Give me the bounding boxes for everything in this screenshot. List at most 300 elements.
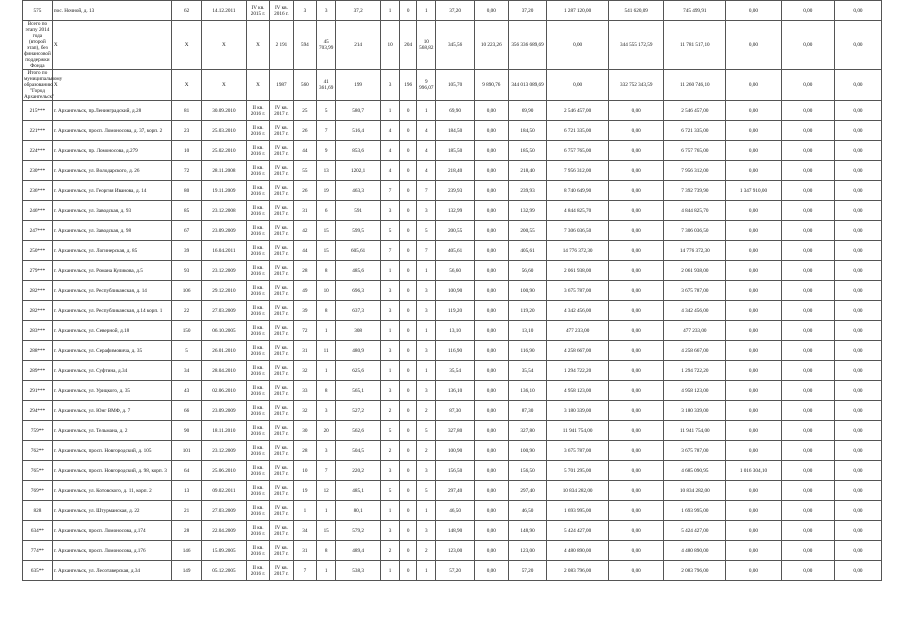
table-row (23, 261, 882, 281)
table-cell: 14 776 372,30 (664, 241, 726, 261)
table-cell: 289*** (23, 361, 53, 381)
table-cell: 6 757 765,00 (547, 141, 609, 161)
table-cell: 27.03.2009 (202, 301, 247, 321)
table-cell: 150 (172, 321, 202, 341)
table-cell: 485,1 (336, 481, 381, 501)
table-cell: 0,00 (781, 441, 834, 461)
table-cell: 0 (400, 161, 417, 181)
table-cell: 204 (400, 21, 417, 70)
table-cell: 25.02.2010 (202, 141, 247, 161)
table-cell: 765** (23, 461, 53, 481)
table-cell: 18.11.2010 (202, 421, 247, 441)
table-cell: 46,50 (508, 501, 546, 521)
table-cell: II кв. 2016 г. (246, 161, 269, 181)
table-row (23, 541, 882, 561)
table-cell: 26 (293, 181, 316, 201)
table-cell: 116,90 (436, 341, 474, 361)
table-cell: 132,99 (436, 201, 474, 221)
table-row (23, 181, 882, 201)
table-cell: 308 (336, 321, 381, 341)
table-cell: 485,6 (336, 261, 381, 281)
table-row (23, 321, 882, 341)
table-cell: 19 (293, 481, 316, 501)
table-cell: IV кв. 2017 г. (270, 341, 293, 361)
table-cell: II кв. 2016 г. (246, 181, 269, 201)
table-cell: 67 (172, 221, 202, 241)
table-row (23, 401, 882, 421)
table-cell: X (202, 70, 247, 101)
table-cell: II кв. 2016 г. (246, 541, 269, 561)
table-cell: 185,50 (436, 141, 474, 161)
table-cell: II кв. 2016 г. (246, 341, 269, 361)
table-cell: 33 (293, 381, 316, 401)
table-cell: IV кв. 2016 г. (270, 1, 293, 21)
table-cell: 0,00 (834, 121, 881, 141)
table-cell: 93 (172, 261, 202, 281)
table-cell: 3 (417, 521, 436, 541)
table-cell: 100,90 (436, 441, 474, 461)
table-cell: 2 (381, 541, 400, 561)
table-cell: 0,00 (474, 401, 508, 421)
table-cell: 0 (400, 221, 417, 241)
address-cell: X (52, 70, 171, 101)
table-cell: 22 (172, 301, 202, 321)
table-cell: 6 (317, 201, 336, 221)
table-cell: 55 (293, 161, 316, 181)
address-cell: г. Архангельск, ул. Лесотаверская, д.34 (52, 561, 171, 581)
table-cell: 2 083 796,00 (547, 561, 609, 581)
table-cell: 0,00 (781, 401, 834, 421)
table-cell: 221*** (23, 121, 53, 141)
table-cell: 0 (400, 381, 417, 401)
table-row (23, 21, 882, 70)
table-cell: 0,00 (781, 301, 834, 321)
table-cell: 220,2 (336, 461, 381, 481)
table-cell: 0 (400, 121, 417, 141)
table-cell: 5 (381, 221, 400, 241)
table-row (23, 141, 882, 161)
table-cell: 28 (293, 261, 316, 281)
table-cell: 1 (317, 561, 336, 581)
table-cell: 591 (336, 201, 381, 221)
table-cell: IV кв. 2017 г. (270, 301, 293, 321)
table-cell: 87,30 (508, 401, 546, 421)
table-cell: 0,00 (726, 101, 781, 121)
table-cell: 0,00 (834, 401, 881, 421)
table-cell: 294*** (23, 401, 53, 421)
table-cell: 4 342 456,00 (547, 301, 609, 321)
table-cell: 44 (293, 141, 316, 161)
table-cell: 7 392 739,90 (664, 181, 726, 201)
table-cell: 37,20 (508, 1, 546, 21)
address-cell: г. Архангельск, просп. Ломоносова, д.174 (52, 521, 171, 541)
table-cell: IV кв. 2017 г. (270, 501, 293, 521)
table-cell: 1 (417, 321, 436, 341)
table-cell: 541 620,09 (609, 1, 664, 21)
table-cell: 0,00 (726, 161, 781, 181)
table-cell: 13,10 (436, 321, 474, 341)
table-cell: 0,00 (834, 441, 881, 461)
table-cell: 56,60 (508, 261, 546, 281)
table-cell: 7 (317, 121, 336, 141)
table-cell: 119,20 (436, 301, 474, 321)
table-cell: 39 (172, 241, 202, 261)
table-cell: 0,00 (609, 201, 664, 221)
table-cell: 25.06.2010 (202, 461, 247, 481)
table-cell: 0,00 (609, 421, 664, 441)
table-cell: 2 546 457,00 (547, 101, 609, 121)
table-cell: 5 (417, 421, 436, 441)
table-cell: 3 (381, 201, 400, 221)
table-cell: IV кв. 2017 г. (270, 521, 293, 541)
table-cell: 0,00 (609, 521, 664, 541)
table-cell: 4 342 456,00 (664, 301, 726, 321)
table-cell: 3 (417, 301, 436, 321)
table-cell: 283*** (23, 321, 53, 341)
table-row (23, 361, 882, 381)
table-cell: 5 (381, 481, 400, 501)
table-cell: 0,00 (609, 101, 664, 121)
table-cell: 37,2 (336, 1, 381, 21)
table-cell: II кв. 2016 г. (246, 261, 269, 281)
table-cell: 2 (381, 401, 400, 421)
table-cell: 0,00 (726, 561, 781, 581)
table-cell: II кв. 2016 г. (246, 401, 269, 421)
table-cell: II кв. 2016 г. (246, 421, 269, 441)
address-cell: г. Архангельск, ул. Логинерская, д. 85 (52, 241, 171, 261)
table-cell: 634** (23, 521, 53, 541)
table-cell: 0 (400, 281, 417, 301)
table-cell: X (246, 70, 269, 101)
table-cell: II кв. 2016 г. (246, 201, 269, 221)
address-cell: г. Архангельск, ул. Тельмана, д. 2 (52, 421, 171, 441)
table-row (23, 341, 882, 361)
table-cell: 2 061 938,00 (547, 261, 609, 281)
table-cell: 0,00 (474, 281, 508, 301)
table-cell: 0,00 (834, 421, 881, 441)
table-cell: 0,00 (474, 141, 508, 161)
table-cell: 4 844 825,70 (664, 201, 726, 221)
table-cell: 0,00 (609, 221, 664, 241)
table-cell: 1 (417, 501, 436, 521)
table-cell: 0,00 (834, 241, 881, 261)
table-cell: 136,10 (508, 381, 546, 401)
table-cell: 594 (293, 21, 316, 70)
table-cell: 0,00 (781, 261, 834, 281)
table-cell: 4 958 123,00 (547, 381, 609, 401)
table-cell: 247*** (23, 221, 53, 241)
table-cell: 39 (293, 301, 316, 321)
table-cell: 11 781 517,10 (664, 21, 726, 70)
table-cell: 28.11.2008 (202, 161, 247, 181)
table-cell: 72 (293, 321, 316, 341)
table-cell: 29.12.2010 (202, 281, 247, 301)
table-cell: 774** (23, 541, 53, 561)
table-cell: 6 721 335,00 (664, 121, 726, 141)
table-cell: IV кв. 2017 г. (270, 161, 293, 181)
table-cell: 0,00 (474, 181, 508, 201)
document-sheet (22, 0, 882, 581)
table-cell: II кв. 2016 г. (246, 141, 269, 161)
address-cell: пос. Ночной, д. 13 (52, 1, 171, 21)
address-cell: г. Архангельск, ул. Романа Куликова, д.5 (52, 261, 171, 281)
table-row (23, 521, 882, 541)
table-cell: 5 701 295,00 (547, 461, 609, 481)
table-cell: 1 016 304,10 (726, 461, 781, 481)
table-cell: 116,90 (508, 341, 546, 361)
table-cell: 0,00 (781, 321, 834, 341)
table-cell: 10 568,82 (417, 21, 436, 70)
table-cell: 0,00 (726, 441, 781, 461)
table-cell: 0,00 (609, 161, 664, 181)
table-cell: 0,00 (781, 241, 834, 261)
table-cell: 1 693 995,00 (664, 501, 726, 521)
table-cell: IV кв. 2017 г. (270, 141, 293, 161)
table-cell: 4 (381, 141, 400, 161)
table-cell: 1 (381, 1, 400, 21)
table-cell: 34 (172, 361, 202, 381)
table-cell: 0,00 (726, 501, 781, 521)
table-row (23, 121, 882, 141)
table-cell: 30.09.2010 (202, 101, 247, 121)
table-cell: 0,00 (726, 421, 781, 441)
table-cell: 3 (381, 521, 400, 541)
table-cell: 57,20 (508, 561, 546, 581)
table-cell: 7 (417, 181, 436, 201)
table-cell: 0,00 (781, 161, 834, 181)
table-cell: 3 (417, 281, 436, 301)
table-cell: 828 (23, 501, 53, 521)
table-cell: 0,00 (474, 1, 508, 21)
table-cell: 41 361,69 (317, 70, 336, 101)
table-cell: 0 (400, 561, 417, 581)
table-cell: II кв. 2016 г. (246, 561, 269, 581)
table-cell: 527,2 (336, 401, 381, 421)
table-cell: 0,00 (474, 241, 508, 261)
table-cell: 0 (400, 441, 417, 461)
table-cell: 0,00 (834, 221, 881, 241)
table-cell: 560 (293, 70, 316, 101)
table-cell: 11 941 754,00 (664, 421, 726, 441)
table-cell: 1987 (270, 70, 293, 101)
table-cell: 14.12.2011 (202, 1, 247, 21)
table-cell: 35,54 (508, 361, 546, 381)
table-cell: 23.12.2009 (202, 261, 247, 281)
table-cell: 565,1 (336, 381, 381, 401)
table-cell: 10 (317, 281, 336, 301)
table-cell: 0 (400, 181, 417, 201)
table-cell: 0,00 (726, 201, 781, 221)
table-cell: 28.04.2010 (202, 361, 247, 381)
table-cell: 0 (400, 421, 417, 441)
table-cell: 1202,1 (336, 161, 381, 181)
table-cell: 0,00 (834, 181, 881, 201)
table-cell: 477 233,00 (547, 321, 609, 341)
table-cell: 15 (317, 241, 336, 261)
table-row (23, 70, 882, 101)
table-cell: IV кв. 2017 г. (270, 441, 293, 461)
table-cell: 0,00 (474, 541, 508, 561)
address-cell: г. Архангельск, ул. Серафимовича, д. 35 (52, 341, 171, 361)
table-cell: 31 (293, 541, 316, 561)
table-cell: 02.06.2010 (202, 381, 247, 401)
table-cell: 196 (400, 70, 417, 101)
table-cell: 0,00 (726, 401, 781, 421)
table-cell: 0,00 (474, 501, 508, 521)
table-cell: II кв. 2016 г. (246, 321, 269, 341)
table-cell: 3 (381, 301, 400, 321)
table-cell: 0,00 (474, 101, 508, 121)
table-cell: 7 (417, 241, 436, 261)
table-cell: IV кв. 2017 г. (270, 461, 293, 481)
table-cell: 2 (417, 401, 436, 421)
table-cell: 0 (400, 521, 417, 541)
table-cell: 23.09.2009 (202, 401, 247, 421)
table-cell: 3 675 787,00 (664, 441, 726, 461)
table-cell: 05.12.2005 (202, 561, 247, 581)
table-cell: 218,40 (436, 161, 474, 181)
table-cell: 0,00 (726, 341, 781, 361)
table-cell: 3 (317, 441, 336, 461)
table-cell: 562,6 (336, 421, 381, 441)
table-cell: 282*** (23, 301, 53, 321)
table-cell: 1 (381, 361, 400, 381)
table-cell: 100,90 (508, 281, 546, 301)
table-cell: 0,00 (781, 1, 834, 21)
table-cell: 1 (381, 261, 400, 281)
table-cell: 0,00 (609, 341, 664, 361)
table-cell: 69,90 (436, 101, 474, 121)
table-cell: 0,00 (609, 541, 664, 561)
table-cell: 1 (417, 261, 436, 281)
table-cell: 0,00 (609, 301, 664, 321)
table-cell: 7 956 312,00 (547, 161, 609, 181)
table-cell: 8 (317, 381, 336, 401)
table-cell: IV кв. 2017 г. (270, 101, 293, 121)
table-cell: 6 721 335,00 (547, 121, 609, 141)
table-cell: 637,3 (336, 301, 381, 321)
table-cell: 0,00 (781, 181, 834, 201)
address-cell: г. Архангельск, ул. Республиканская, д.14 корп. 1 (52, 301, 171, 321)
table-cell: 06.10.2005 (202, 321, 247, 341)
table-cell: 0,00 (834, 21, 881, 70)
table-cell: 0,00 (834, 541, 881, 561)
table-cell: 0,00 (781, 221, 834, 241)
table-cell: 0,00 (609, 501, 664, 521)
table-cell: II кв. 2016 г. (246, 121, 269, 141)
table-cell: 69,90 (508, 101, 546, 121)
table-cell: 0,00 (609, 181, 664, 201)
table-cell: 10 (293, 461, 316, 481)
table-cell: 4 958 123,00 (664, 381, 726, 401)
table-cell: 2 (417, 541, 436, 561)
table-cell: 0,00 (726, 241, 781, 261)
table-cell: 0,00 (474, 441, 508, 461)
table-cell: 0 (400, 341, 417, 361)
table-cell: 0,00 (726, 1, 781, 21)
table-cell: 0,00 (834, 141, 881, 161)
table-row (23, 561, 882, 581)
table-cell: 246*** (23, 201, 53, 221)
table-cell: 3 (381, 461, 400, 481)
table-cell: 291*** (23, 381, 53, 401)
table-cell: 0,00 (474, 421, 508, 441)
address-cell: г. Архангельск, пр.Ленинградский, д.28 (52, 101, 171, 121)
table-cell: 0,00 (726, 261, 781, 281)
table-cell: 344 555 172,59 (609, 21, 664, 70)
address-cell: г. Архангельск, просп. Ломоносова, д.176 (52, 541, 171, 561)
table-cell: 0 (400, 321, 417, 341)
address-cell: X (52, 21, 171, 70)
table-row (23, 381, 882, 401)
table-cell: IV кв. 2017 г. (270, 121, 293, 141)
table-cell: 8 (317, 541, 336, 561)
table-cell: II кв. 2016 г. (246, 101, 269, 121)
table-row (23, 281, 882, 301)
table-cell: 605,61 (336, 241, 381, 261)
table-cell: 7 306 036,50 (664, 221, 726, 241)
table-cell: 0 (400, 501, 417, 521)
table-cell: 489,4 (336, 541, 381, 561)
table-cell: 0 (400, 461, 417, 481)
table-cell: 28 (172, 521, 202, 541)
table-cell: 504,5 (336, 441, 381, 461)
table-cell: II кв. 2016 г. (246, 241, 269, 261)
table-cell: 23.12.2009 (202, 441, 247, 461)
table-cell: 35,54 (436, 361, 474, 381)
table-cell: 3 (417, 461, 436, 481)
table-cell: 81 (172, 101, 202, 121)
table-cell: 23.12.2008 (202, 201, 247, 221)
table-cell: 1 (417, 561, 436, 581)
table-cell: 0,00 (547, 70, 609, 101)
table-cell: 136,10 (436, 381, 474, 401)
table-cell: 0,00 (834, 381, 881, 401)
table-cell: 0,00 (781, 501, 834, 521)
table-cell: II кв. 2016 г. (246, 221, 269, 241)
table-cell: 1 294 722,20 (547, 361, 609, 381)
table-cell: 200,55 (436, 221, 474, 241)
table-cell: 0,00 (781, 70, 834, 101)
table-cell: 0,00 (474, 121, 508, 141)
table-cell: 64 (172, 461, 202, 481)
table-cell: 214 (336, 21, 381, 70)
table-cell: 0,00 (609, 381, 664, 401)
table-cell: 19.11.2009 (202, 181, 247, 201)
table-cell: 0,00 (834, 501, 881, 521)
address-cell: г. Архангельск, ул. Юнг ВМФ, д. 7 (52, 401, 171, 421)
table-cell: 575 (23, 1, 53, 21)
table-cell: 1 287 120,00 (547, 1, 609, 21)
table-cell: 0,00 (781, 461, 834, 481)
table-cell: 0,00 (609, 141, 664, 161)
table-row (23, 1, 882, 21)
table-cell: II кв. 2016 г. (246, 521, 269, 541)
table-cell: 0,00 (609, 261, 664, 281)
table-cell: 0,00 (726, 361, 781, 381)
table-cell: 218,40 (508, 161, 546, 181)
table-cell: 3 (417, 341, 436, 361)
table-cell: 0,00 (609, 321, 664, 341)
table-cell: 49 (293, 281, 316, 301)
address-cell: г. Архангельск, просп. Новгородский, д. 105 (52, 441, 171, 461)
table-cell: 1 (381, 101, 400, 121)
table-cell: 4 480 890,00 (547, 541, 609, 561)
table-cell: 0,00 (781, 481, 834, 501)
table-cell: 4 (417, 121, 436, 141)
table-cell: 0,00 (834, 461, 881, 481)
table-cell: 0 (400, 301, 417, 321)
